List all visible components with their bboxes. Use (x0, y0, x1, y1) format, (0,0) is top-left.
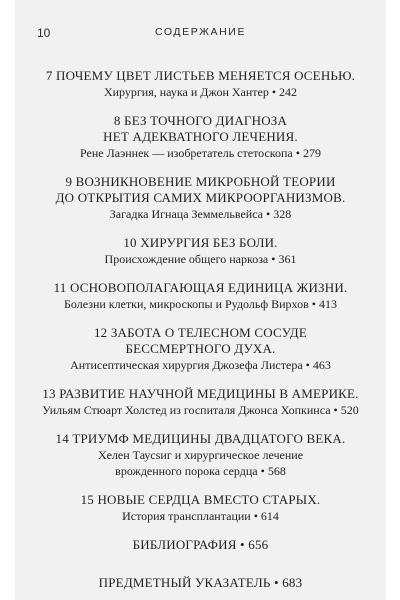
toc-entry (15, 235, 386, 267)
toc-entry (15, 575, 386, 591)
toc-entry-subtitle: врожденного порока сердца • 568 (115, 464, 286, 478)
toc-entry-title: БЕССМЕРТНОГО ДУХА. (125, 341, 276, 356)
toc-entry-subtitle: Болезни клетки, микроскопы и Рудольф Вирхов • 413 (64, 297, 337, 311)
toc-entry (15, 537, 386, 553)
toc-entry-subtitle: Происхождение общего наркоза • 361 (104, 252, 297, 266)
toc-entry-subtitle: Уильям Стюарт Холстед из госпиталя Джонса Хопкинса • 520 (42, 403, 359, 417)
toc-entry-title: 12 ЗАБОТА О ТЕЛЕСНОМ СОСУДЕ (93, 325, 308, 340)
toc-entry-title: 7 ПОЧЕМУ ЦВЕТ ЛИСТЬЕВ МЕНЯЕТСЯ ОСЕНЬЮ. (45, 68, 356, 83)
toc-entry (15, 431, 386, 479)
toc-entry-subtitle: Хелен Таусsиг и хирургическое лечение (97, 448, 304, 462)
page-number: 10 (37, 26, 51, 40)
toc-entry-subtitle: Загадка Игнаца Земмельвейса • 328 (109, 207, 292, 221)
toc-entry-subtitle: Хирургия, наука и Джон Хантер • 242 (103, 85, 298, 99)
toc-entry-title: 15 НОВЫЕ СЕРДЦА ВМЕСТО СТАРЫХ. (80, 492, 321, 507)
toc-entry-title: ПРЕДМЕТНЫЙ УКАЗАТЕЛЬ • 683 (98, 575, 303, 590)
toc-entry-title: 13 РАЗВИТИЕ НАУЧНОЙ МЕДИЦИНЫ В АМЕРИКЕ. (42, 386, 359, 401)
toc-entry-subtitle: История трансплантации • 614 (122, 509, 279, 523)
toc-entry (15, 386, 386, 418)
toc-entry (15, 492, 386, 524)
table-of-contents (15, 68, 386, 600)
toc-entry (15, 113, 386, 161)
toc-entry (15, 174, 386, 222)
toc-entry-title: 10 ХИРУРГИЯ БЕЗ БОЛИ. (123, 235, 278, 250)
toc-entry-subtitle: Антисептическая хирургия Джозефа Листера • 463 (70, 358, 331, 372)
toc-entry (15, 280, 386, 312)
toc-entry-title: НЕТ АДЕКВАТНОГО ЛЕЧЕНИЯ. (103, 129, 298, 144)
toc-entry-title: БИБЛИОГРАФИЯ • 656 (132, 537, 269, 552)
toc-entry-title: 8 БЕЗ ТОЧНОГО ДИАГНОЗА (113, 113, 288, 128)
toc-entry (15, 68, 386, 100)
book-page (15, 0, 386, 600)
toc-entry-subtitle: Рене Лаэннек — изобретатель стетоскопа • 279 (80, 146, 321, 160)
toc-entry-title: ДО ОТКРЫТИЯ САМИХ МИКРООРГАНИЗМОВ. (55, 190, 346, 205)
toc-entry (15, 325, 386, 373)
toc-entry-title: 14 ТРИУМФ МЕДИЦИНЫ ДВАДЦАТОГО ВЕКА. (55, 431, 346, 446)
toc-entry-title: 11 ОСНОВОПОЛАГАЮЩАЯ ЕДИНИЦА ЖИЗНИ. (53, 280, 348, 295)
running-head: СОДЕРЖАНИЕ (154, 26, 247, 38)
toc-entry-title: 9 ВОЗНИКНОВЕНИЕ МИКРОБНОЙ ТЕОРИИ (65, 174, 336, 189)
